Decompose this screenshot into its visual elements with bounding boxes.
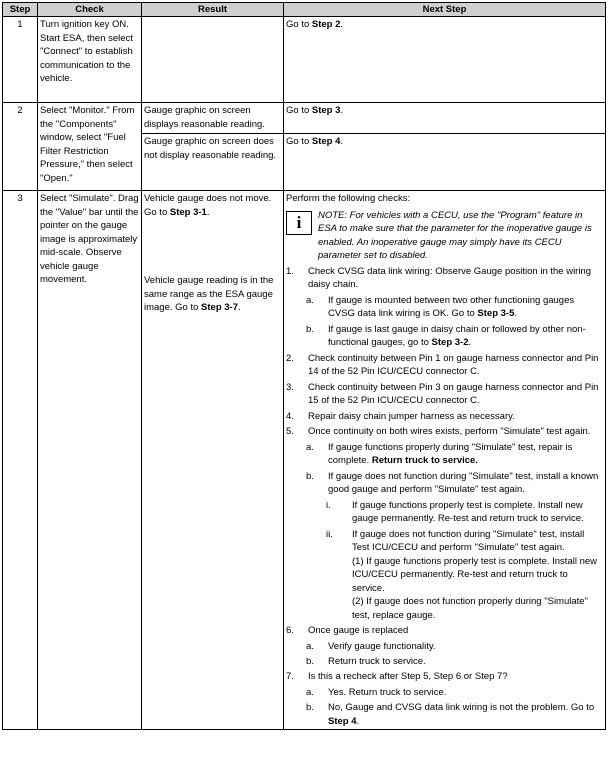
list-item: i. If gauge functions properly test is complete. Install new gauge permanently. Re-test and return truck to service.	[326, 499, 584, 525]
checks-intro: Perform the following checks:	[286, 193, 411, 205]
list-item: 7. Is this a recheck after Step 5, Step 6 or Step 7?	[286, 671, 508, 683]
header-next-step: Next Step	[284, 3, 606, 17]
table-row	[3, 191, 606, 730]
next-step-b: Go to Step 4.	[284, 133, 605, 149]
list-item: 3. Check continuity between Pin 3 on gauge harness connector and Pin 15 of the 52 Pin ICU/CECU connector C.	[286, 381, 599, 407]
result-b: Gauge graphic on screen does not display reasonable reading.	[142, 133, 283, 163]
step-link: Step 3	[311, 105, 341, 117]
list-item: a. If gauge is mounted between two other functioning gauges CVSG data link wiring is OK. Go to Step 3-5.	[306, 294, 575, 320]
info-icon: i	[286, 211, 312, 235]
note-text: NOTE: For vehicles with a CECU, use the "Program" feature in ESA to make sure that the parameter for the inoperative gauge is enabled. An inoperative gauge may simply have its CECU parameter set to disabled.	[318, 209, 592, 262]
list-item: b. No, Gauge and CVSG data link wiring is not the problem. Go to Step 4.	[306, 702, 595, 727]
list-item: a. If gauge functions properly during "Simulate" test, repair is complete. Return truck to service.	[306, 441, 573, 467]
result-b: Vehicle gauge reading is in the same range as the ESA gauge image. Go to Step 3-7.	[144, 275, 274, 314]
result-cell	[142, 17, 284, 103]
header-check: Check	[38, 3, 142, 17]
list-item: 6. Once gauge is replaced	[286, 625, 409, 637]
step-link: Step 3-5	[477, 308, 515, 320]
step-number: 1	[3, 17, 38, 103]
check-cell: Select "Monitor." From the "Components" window, select "Fuel Filter Restriction Pressure," then select "Open."	[38, 103, 142, 191]
table-row	[3, 103, 606, 191]
step-number: 2	[3, 103, 38, 191]
list-item: ii. If gauge does not function during "Simulate" test, install Test ICU/CECU and perform "Simulate" test again. (1) If gauge functions properly test is complete. Install new ICU/CECU permanently. Re-test and return truck to service. (2) If gauge does not function properly during "Simulate" test, replace gauge.	[326, 528, 598, 621]
step-link: Step 2	[311, 19, 341, 31]
list-item: b. Return truck to service.	[306, 655, 426, 667]
next-step-cell	[284, 191, 606, 730]
step-link: Step 4	[328, 715, 357, 727]
list-item: 5. Once continuity on both wires exists, perform "Simulate" test again.	[286, 426, 591, 438]
header-row	[3, 3, 606, 17]
table-row	[3, 17, 606, 103]
step-link: Step 3-7	[201, 302, 238, 314]
list-item: b. If gauge does not function during "Simulate" test, install a known good gauge and perform "Simulate" test again.	[306, 470, 599, 496]
step-link: Step 3-1	[169, 206, 207, 218]
next-step-cell	[284, 103, 606, 191]
list-item: 4. Repair daisy chain jumper harness as necessary.	[286, 410, 515, 422]
result-a: Vehicle gauge does not move. Go to Step 3-1.	[144, 193, 272, 218]
note-block	[286, 209, 603, 263]
check-cell: Turn ignition key ON. Start ESA, then select "Connect" to establish communication to the vehicle.	[38, 17, 142, 103]
result-a: Gauge graphic on screen displays reasonable reading.	[144, 105, 265, 130]
next-step-cell: Go to Step 2.	[284, 17, 606, 103]
result-cell	[142, 191, 284, 730]
diagnostic-table	[2, 2, 606, 730]
list-item: 2. Check continuity between Pin 1 on gauge harness connector and Pin 14 of the 52 Pin ICU/CECU connector C.	[286, 352, 599, 378]
list-item: 1. Check CVSG data link wiring: Observe Gauge position in the wiring daisy chain.	[286, 265, 592, 291]
header-result: Result	[142, 3, 284, 17]
header-step: Step	[3, 3, 38, 17]
step-number: 3	[3, 191, 38, 730]
list-item: a. Yes. Return truck to service.	[306, 686, 447, 698]
list-item: a. Verify gauge functionality.	[306, 640, 436, 652]
next-step-a: Go to Step 3.	[286, 105, 344, 117]
step-link: Step 3-2	[431, 337, 469, 349]
check-cell: Select "Simulate". Drag the "Value" bar until the pointer on the gauge image is approximately mid-scale. Observe vehicle gauge movement.	[38, 191, 142, 730]
step-link: Step 4	[311, 136, 341, 148]
result-cell	[142, 103, 284, 191]
list-item: b. If gauge is last gauge in daisy chain or followed by other non-functional gauges, go to Step 3-2.	[306, 323, 586, 349]
